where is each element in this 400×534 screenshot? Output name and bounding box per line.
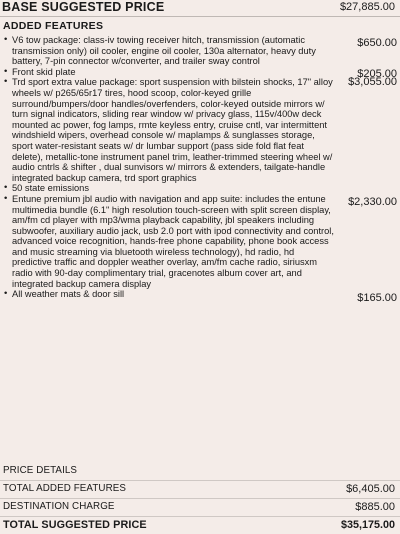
total-row <box>0 517 400 534</box>
bullet-icon: • <box>4 192 8 204</box>
price-details <box>0 463 400 534</box>
feature-item <box>0 183 400 194</box>
feature-text: All weather mats & door sill <box>12 289 125 300</box>
bullet-icon: • <box>4 182 8 194</box>
destination-row <box>0 499 400 517</box>
total-value: $35,175.00 <box>340 519 395 531</box>
feature-item <box>0 194 400 289</box>
price-details-title: PRICE DETAILS <box>3 465 78 476</box>
total-added-label: TOTAL ADDED FEATURES <box>3 483 127 494</box>
feature-list <box>0 34 400 305</box>
feature-price: $205.00 <box>357 67 397 80</box>
feature-text: 50 state emissions <box>12 183 89 194</box>
bullet-icon: • <box>4 76 8 88</box>
feature-text: Trd sport extra value package: sport suspension with bilstein shocks, 17" alloy wheels w/ p265/65r17 tires, hood scoop, color-keyed grille surround/bumpers/door handles/overfenders, color-keyed outside mirrors w/ turn signal indicators, sliding rear window w/ privacy glass, 115v/400w deck mounted ac power, fog lamps, rmte keyless entry, cruise cntl, var intermittent windshield wipers, overhead console w/ maplamps & sunglasses storage, sport water-resistant seats w/ dr lumbar support (pass side fold flat feat delete), metallic-tone instrument panel trim, leather-trimmed steering wheel w/ audio cntrls & shifter , dual sunvisors w/ mirrors & extenders, tailgate-handle integrated backup camera, trd sport graphics <box>12 77 333 183</box>
feature-text: Entune premium jbl audio with navigation and app suite: includes the entune multimedia bundle (6.1" high resolution touch-screen with split screen display, am/fm cd player with mp3/wma playback capability, jbl speakers including subwoofer, auxiliary audio jack, usb 2.0 port with ipod connectivity and control, advanced voice recognition, hands-free phone capability, phone book access and music streaming via bluetooth wireless technology), hd radio, hd predictive traffic and doppler weather overlay, am/fm cache radio, siriusxm radio with 90-day complimentary trial, gracenotes album cover art, and integrated backup camera display <box>12 193 334 289</box>
total-added-value: $6,405.00 <box>346 483 395 495</box>
bullet-icon: • <box>4 65 8 77</box>
feature-text: Front skid plate <box>12 66 76 77</box>
base-price-label: BASE SUGGESTED PRICE <box>2 0 165 14</box>
feature-item <box>0 35 400 67</box>
feature-item <box>0 77 400 183</box>
feature-item <box>0 288 400 305</box>
bullet-icon: • <box>4 34 8 45</box>
feature-price: $165.00 <box>357 292 397 305</box>
base-price-value: $27,885.00 <box>339 1 395 13</box>
feature-price: $650.00 <box>357 37 397 49</box>
feature-text: V6 tow package: class-iv towing receiver hitch, transmission (automatic transmission only) oil cooler, engine oil cooler, 130a alternator, heavy duty battery, 7-pin connector w/converter, and trailer sway control <box>12 35 316 67</box>
feature-price: $3,055.00 <box>348 76 397 89</box>
price-details-heading <box>0 463 400 481</box>
base-price-header <box>0 0 400 17</box>
feature-item <box>0 67 400 78</box>
bullet-icon: • <box>4 288 8 300</box>
total-label: TOTAL SUGGESTED PRICE <box>3 519 147 531</box>
total-added-row <box>0 481 400 499</box>
added-features-title: ADDED FEATURES <box>3 20 104 32</box>
feature-price: $2,330.00 <box>348 195 397 208</box>
destination-label: DESTINATION CHARGE <box>3 501 115 512</box>
destination-value: $885.00 <box>355 501 395 513</box>
